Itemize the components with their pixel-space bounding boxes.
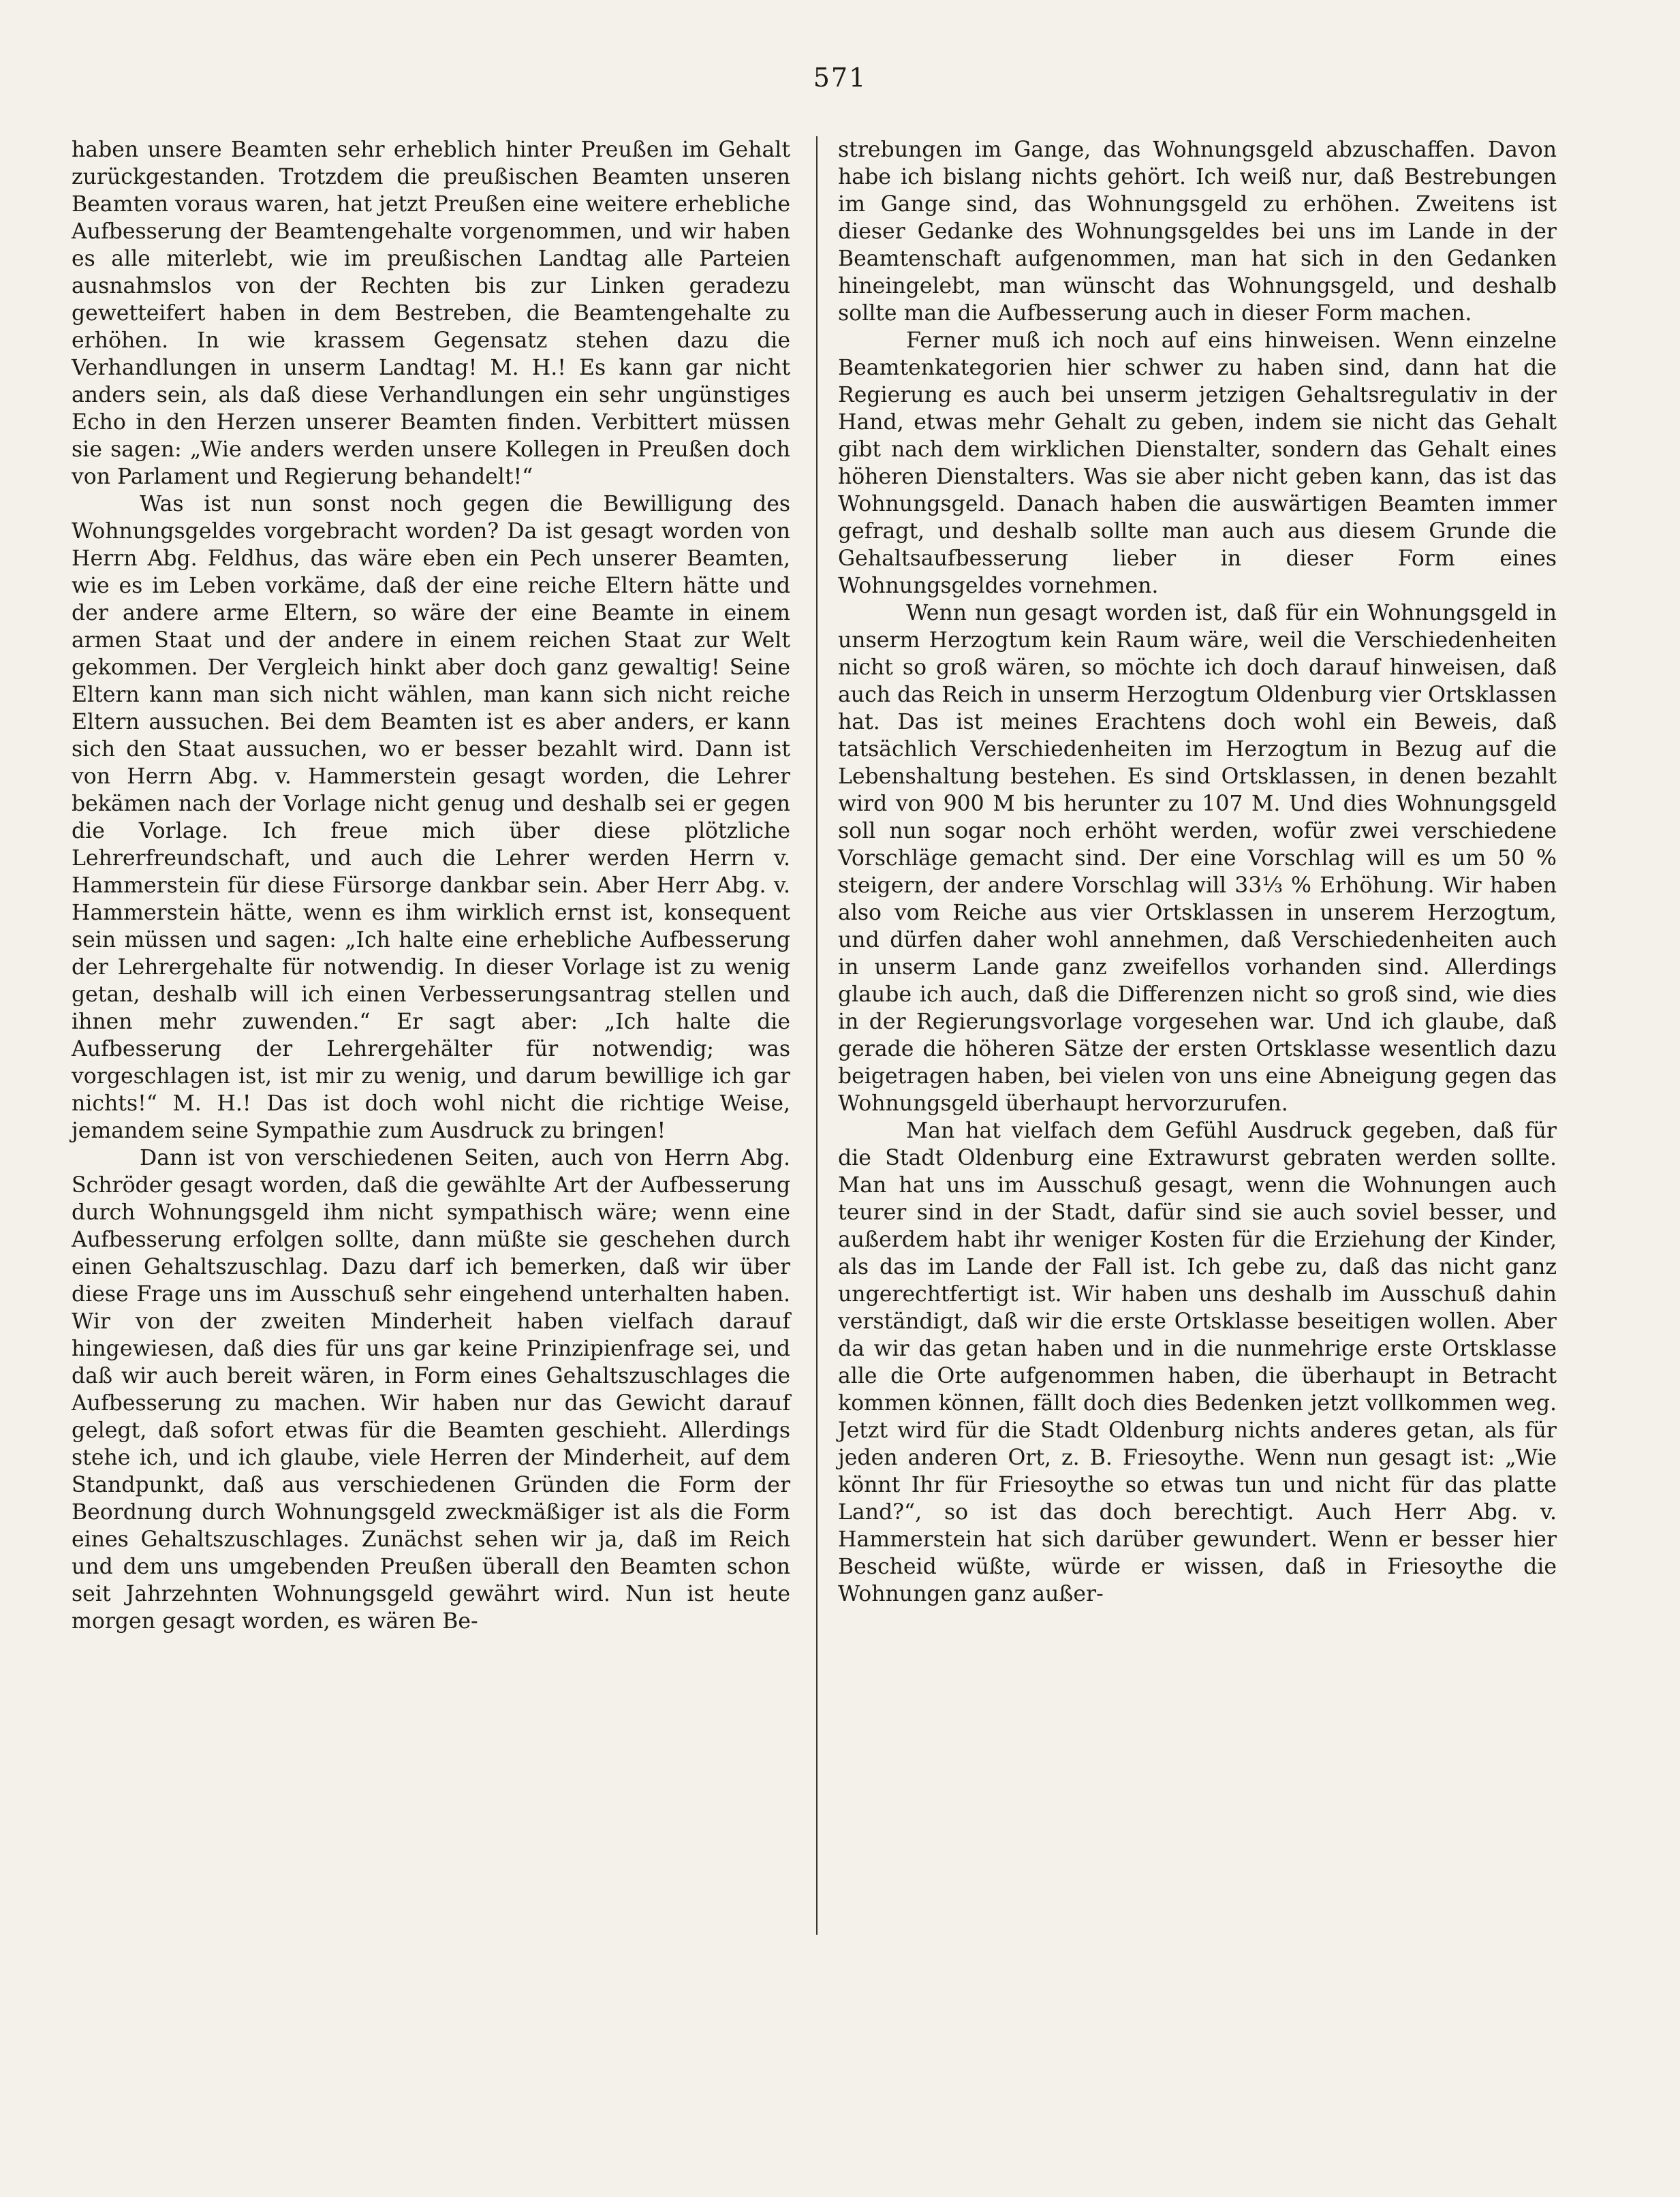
paragraph: haben unsere Beamten sehr erheblich hinter Preußen im Gehalt zurückgestanden. Trotzdem die preußischen Beamten unseren Beamten voraus waren, hat jetzt Preußen eine weitere erhebliche Aufbesserung der Beamtengehalte vorgenommen, und wir haben es alle miterlebt, wie im preußischen Landtag alle Parteien ausnahmslos von der Rechten bis zur Linken geradezu gewetteifert haben in dem Bestreben, die Beamtengehalte zu erhöhen. In wie krassem Gegensatz stehen dazu die Verhandlungen in unserm Landtag! M. H.! Es kann gar nicht anders sein, als daß diese Verhandlungen ein sehr ungünstiges Echo in den Herzen unserer Beamten finden. Verbittert müssen sie sagen: „Wie anders werden unsere Kollegen in Preußen doch von Parlament und Regierung behandelt!“ bbox=[72, 138, 790, 489]
left-column bbox=[72, 136, 790, 1635]
paragraph: Ferner muß ich noch auf eins hinweisen. Wenn einzelne Beamtenkategorien hier schwer zu haben sind, dann hat die Regierung es auch bei unserm jetzigen Gehaltsregulativ in der Hand, etwas mehr Gehalt zu geben, indem sie nicht das Gehalt gibt nach dem wirklichen Dienstalter, sondern das Gehalt eines höheren Dienstalters. Was sie aber nicht geben kann, das ist das Wohnungsgeld. Danach haben die auswärtigen Beamten immer gefragt, und deshalb sollte man auch aus diesem Grunde die Gehaltsaufbesserung lieber in dieser Form eines Wohnungsgeldes vornehmen. bbox=[838, 328, 1557, 598]
right-column bbox=[838, 136, 1557, 1608]
paragraph: strebungen im Gange, das Wohnungsgeld abzuschaffen. Davon habe ich bislang nichts gehört. Ich weiß nur, daß Bestrebungen im Gange sind, das Wohnungsgeld zu erhöhen. Zweitens ist dieser Gedanke des Wohnungsgeldes bei uns im Lande in der Beamtenschaft aufgenommen, man hat sich in den Gedanken hineingelebt, man wünscht das Wohnungsgeld, und deshalb sollte man die Aufbesserung auch in dieser Form machen. bbox=[838, 138, 1557, 326]
paragraph: Wenn nun gesagt worden ist, daß für ein Wohnungsgeld in unserm Herzogtum kein Raum wäre, weil die Verschiedenheiten nicht so groß wären, so möchte ich doch darauf hinweisen, daß auch das Reich in unserm Herzogtum Oldenburg vier Ortsklassen hat. Das ist meines Erachtens doch wohl ein Beweis, daß tatsächlich Verschiedenheiten im Herzogtum in Bezug auf die Lebenshaltung bestehen. Es sind Ortsklassen, in denen bezahlt wird von 900 M bis herunter zu 107 M. Und dies Wohnungsgeld soll nun sogar noch erhöht werden, wofür zwei verschiedene Vorschläge gemacht sind. Der eine Vorschlag will es um 50 % steigern, der andere Vorschlag will 33⅓ % Erhöhung. Wir haben also vom Reiche aus vier Ortsklassen in unserem Herzogtum, und dürfen daher wohl annehmen, daß Verschiedenheiten auch in unserm Lande ganz zweifellos vorhanden sind. Allerdings glaube ich auch, daß die Differenzen nicht so groß sind, wie dies in der Regierungsvorlage vorgesehen war. Und ich glaube, daß gerade die höheren Sätze der ersten Ortsklasse wesentlich dazu beigetragen haben, bei vielen von uns eine Abneigung gegen das Wohnungsgeld überhaupt hervorzurufen. bbox=[838, 601, 1557, 1116]
paragraph: Man hat vielfach dem Gefühl Ausdruck gegeben, daß für die Stadt Oldenburg eine Extrawurst gebraten werden sollte. Man hat uns im Ausschuß gesagt, wenn die Wohnungen auch teurer sind in der Stadt, dafür sind sie auch soviel besser, und außerdem habt ihr weniger Kosten für die Erziehung der Kinder, als das im Lande der Fall ist. Ich gebe zu, daß das nicht ganz ungerechtfertigt ist. Wir haben uns deshalb im Ausschuß dahin verständigt, daß wir die erste Ortsklasse beseitigen wollen. Aber da wir das getan haben und in die nunmehrige erste Ortsklasse alle die Orte aufgenommen haben, die überhaupt in Betracht kommen können, fällt doch dies Bedenken jetzt vollkommen weg. Jetzt wird für die Stadt Oldenburg nichts anderes getan, als für jeden anderen Ort, z. B. Friesoythe. Wenn nun gesagt ist: „Wie könnt Ihr für Friesoythe so etwas tun und nicht für das platte Land?“, so ist das doch berechtigt. Auch Herr Abg. v. Hammerstein hat sich darüber gewundert. Wenn er besser hier Bescheid wüßte, würde er wissen, daß in Friesoythe die Wohnungen ganz außer- bbox=[838, 1119, 1557, 1606]
page-number: 571 bbox=[813, 63, 867, 93]
column-divider bbox=[816, 136, 818, 1935]
paragraph: Dann ist von verschiedenen Seiten, auch von Herrn Abg. Schröder gesagt worden, daß die gewählte Art der Aufbesserung durch Wohnungsgeld ihm nicht sympathisch wäre; wenn eine Aufbesserung erfolgen sollte, dann müßte sie geschehen durch einen Gehaltszuschlag. Dazu darf ich bemerken, daß wir über diese Frage uns im Ausschuß sehr eingehend unterhalten haben. Wir von der zweiten Minderheit haben vielfach darauf hingewiesen, daß dies für uns gar keine Prinzipienfrage sei, und daß wir auch bereit wären, in Form eines Gehaltszuschlages die Aufbesserung zu machen. Wir haben nur das Gewicht darauf gelegt, daß sofort etwas für die Beamten geschieht. Allerdings stehe ich, und ich glaube, viele Herren der Minderheit, auf dem Standpunkt, daß aus verschiedenen Gründen die Form der Beordnung durch Wohnungsgeld zweckmäßiger ist als die Form eines Gehaltszuschlages. Zunächst sehen wir ja, daß im Reich und dem uns umgebenden Preußen überall den Beamten schon seit Jahrzehnten Wohnungsgeld gewährt wird. Nun ist heute morgen gesagt worden, es wären Be- bbox=[72, 1146, 790, 1634]
paragraph: Was ist nun sonst noch gegen die Bewilligung des Wohnungsgeldes vorgebracht worden? Da ist gesagt worden von Herrn Abg. Feldhus, das wäre eben ein Pech unserer Beamten, wie es im Leben vorkäme, daß der eine reiche Eltern hätte und der andere arme Eltern, so wäre der eine Beamte in einem armen Staat und der andere in einem reichen Staat zur Welt gekommen. Der Vergleich hinkt aber doch ganz gewaltig! Seine Eltern kann man sich nicht wählen, man kann sich nicht reiche Eltern aussuchen. Bei dem Beamten ist es aber anders, er kann sich den Staat aussuchen, wo er besser bezahlt wird. Dann ist von Herrn Abg. v. Hammerstein gesagt worden, die Lehrer bekämen nach der Vorlage nicht genug und deshalb sei er gegen die Vorlage. Ich freue mich über diese plötzliche Lehrerfreundschaft, und auch die Lehrer werden Herrn v. Hammerstein für diese Fürsorge dankbar sein. Aber Herr Abg. v. Hammerstein hätte, wenn es ihm wirklich ernst ist, konsequent sein müssen und sagen: „Ich halte eine erhebliche Aufbesserung der Lehrergehalte für notwendig. In dieser Vorlage ist zu wenig getan, deshalb will ich einen Verbesserungsantrag stellen und ihnen mehr zuwenden.“ Er sagt aber: „Ich halte die Aufbesserung der Lehrergehälter für notwendig; was vorgeschlagen ist, ist mir zu wenig, und darum bewillige ich gar nichts!“ M. H.! Das ist doch wohl nicht die richtige Weise, jemandem seine Sympathie zum Ausdruck zu bringen! bbox=[72, 492, 790, 1143]
